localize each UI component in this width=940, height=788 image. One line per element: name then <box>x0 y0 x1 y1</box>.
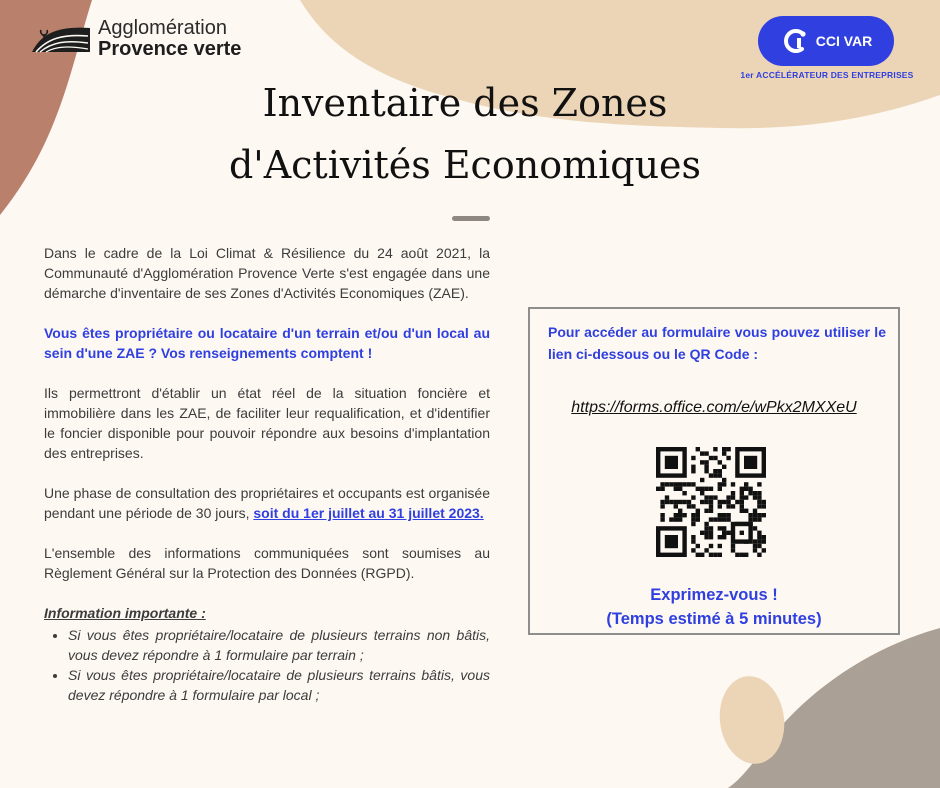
cta-line2: (Temps estimé à 5 minutes) <box>606 610 822 628</box>
logo-text-line1: Agglomération <box>98 17 227 39</box>
title-line1: Inventaire des Zones <box>262 81 668 125</box>
page-title <box>150 72 780 196</box>
info-item: • Si vous êtes propriétaire/locataire de plusieurs terrains non bâtis, vous devez répondre à 1 formulaire par terrain ; <box>68 625 490 665</box>
form-access-box <box>528 307 900 635</box>
info-heading: Information importante : <box>44 605 206 621</box>
logo-text-line2: Provence verte <box>98 38 242 60</box>
cci-emblem-icon <box>780 26 810 56</box>
body-text <box>44 243 490 705</box>
agglomeration-logo <box>30 18 241 60</box>
form-link[interactable]: https://forms.office.com/e/wPkx2MXXeU <box>571 399 857 416</box>
cci-var-logo <box>758 16 894 66</box>
cta-line1: Exprimez-vous ! <box>650 586 778 604</box>
paragraph-rgpd: L'ensemble des informations communiquées sont soumises au Règlement Général sur la Protection des Données (RGPD). <box>44 545 490 581</box>
consultation-dates-link[interactable]: soit du 1er juillet au 31 juillet 2023. <box>253 505 484 521</box>
hills-logo-icon <box>30 22 92 56</box>
qr-code[interactable] <box>656 447 766 557</box>
consultation-text: Une phase de consultation des propriétaires et occupants est organisée pendant une période de 30 jours, <box>44 485 490 521</box>
info-item: • Si vous êtes propriétaire/locataire de plusieurs terrains bâtis, vous devez répondre à 1 formulaire par local ; <box>68 665 490 705</box>
title-line2: d'Activités Economiques <box>228 143 702 187</box>
cci-label: CCI VAR <box>815 33 873 49</box>
paragraph-callout: Vous êtes propriétaire ou locataire d'un terrain et/ou d'un local au sein d'une ZAE ? Vos renseignements comptent ! <box>44 325 490 361</box>
cci-tagline: 1er ACCÉLÉRATEUR DES ENTREPRISES <box>740 70 914 80</box>
paragraph-context: Dans le cadre de la Loi Climat & Résilience du 24 août 2021, la Communauté d'Agglomération Provence Verte s'est engagée dans une démarche d'inventaire de ses Zones d'Activités Economiques (ZAE). <box>44 245 490 301</box>
title-divider <box>452 216 490 221</box>
info-list <box>44 625 490 705</box>
form-intro-text: Pour accéder au formulaire vous pouvez utiliser le lien ci-dessous ou le QR Code : <box>548 324 886 362</box>
paragraph-consultation <box>44 483 490 523</box>
paragraph-purpose: Ils permettront d'établir un état réel de la situation foncière et immobilière dans les ZAE, de faciliter leur requalification, et d'identifier le foncier disponible pour pouvoir répondre aux besoins d'implantation des entreprises. <box>44 385 490 461</box>
call-to-action <box>530 583 898 631</box>
